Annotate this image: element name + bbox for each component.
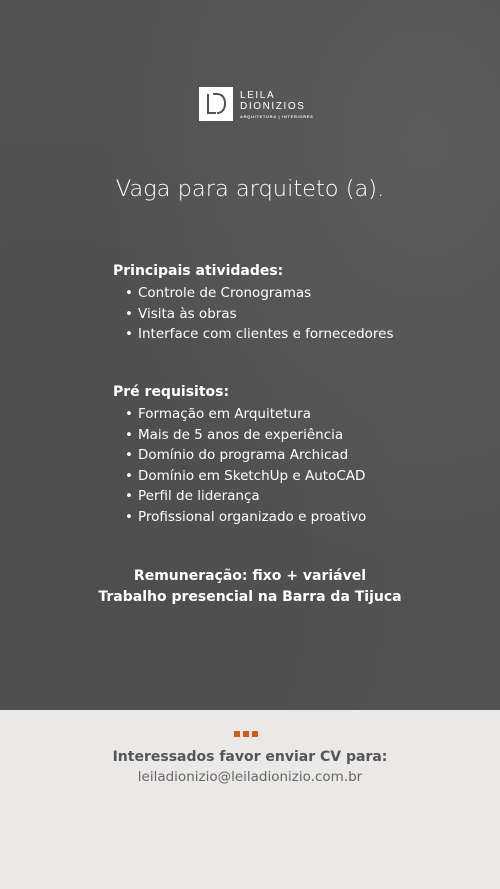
contact-label: Interessados favor enviar CV para: <box>112 749 388 765</box>
list-item: • Interface com clientes e fornecedores <box>125 324 394 345</box>
bullet-icon: • <box>125 447 133 464</box>
divider-dots-icon <box>234 731 261 737</box>
bullet-icon: • <box>125 305 133 322</box>
bullet-icon: • <box>125 467 133 484</box>
brand-tagline: ARQUITETURA | INTERIORES <box>240 113 314 119</box>
bullet-icon: • <box>125 426 133 443</box>
requirements-section <box>113 384 366 528</box>
bullet-icon: • <box>125 488 133 505</box>
activities-list <box>113 283 394 345</box>
list-item: • Perfil de liderança <box>125 486 366 507</box>
brand-wordmark <box>240 90 314 119</box>
list-item: • Domínio do programa Archicad <box>125 445 366 466</box>
list-item: • Domínio em SketchUp e AutoCAD <box>125 466 366 487</box>
list-item: • Controle de Cronogramas <box>125 283 394 304</box>
bullet-icon: • <box>125 326 133 343</box>
location-text: Trabalho presencial na Barra da Tijuca <box>98 589 402 605</box>
monogram-icon <box>199 87 233 121</box>
requirements-heading: Pré requisitos: <box>113 384 230 400</box>
remuneration-text: Remuneração: fixo + variável <box>133 568 367 584</box>
requirements-list <box>113 404 366 528</box>
brand-logo <box>199 86 314 122</box>
activities-heading: Principais atividades: <box>113 263 284 279</box>
bullet-icon: • <box>125 285 133 301</box>
list-item: • Formação em Arquitetura <box>125 404 366 425</box>
page-title: Vaga para arquiteto (a). <box>115 176 385 202</box>
brand-name-line2: DIONIZIOS <box>240 100 306 112</box>
bullet-icon: • <box>125 508 133 525</box>
contact-email[interactable]: leiladionizio@leiladionizio.com.br <box>137 769 363 785</box>
bullet-icon: • <box>125 406 133 422</box>
activities-section <box>113 263 394 345</box>
job-details <box>0 566 500 608</box>
list-item: • Mais de 5 anos de experiência <box>125 425 366 446</box>
brand-name-line1: LEILA <box>240 89 276 101</box>
list-item: • Profissional organizado e proativo <box>125 507 366 528</box>
list-item: • Visita às obras <box>125 304 394 325</box>
